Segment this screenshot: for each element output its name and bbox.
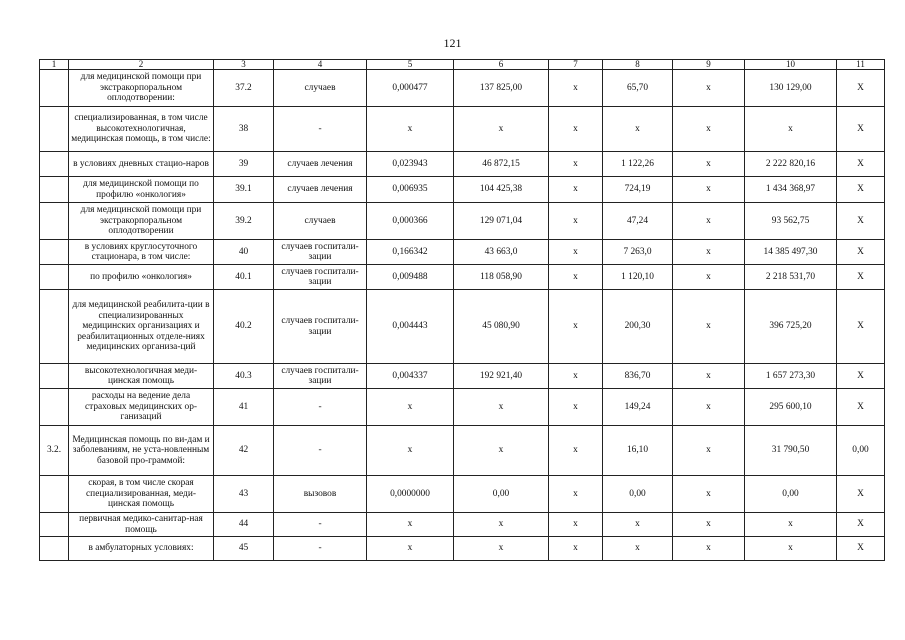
table-row (40, 513, 885, 537)
cell-c4: случаев лечения (274, 152, 367, 177)
cell-c5: х (367, 389, 454, 426)
cell-c8: 836,70 (603, 364, 673, 389)
cell-c8: 200,30 (603, 290, 673, 364)
cell-c1 (40, 476, 69, 513)
cell-c7: х (549, 240, 603, 265)
cell-c3: 43 (214, 476, 274, 513)
cell-c1 (40, 203, 69, 240)
cell-c3: 39 (214, 152, 274, 177)
cell-c4: - (274, 389, 367, 426)
cell-c6: 46 872,15 (454, 152, 549, 177)
column-number-9: 9 (673, 60, 745, 70)
column-number-8: 8 (603, 60, 673, 70)
table-row (40, 364, 885, 389)
cell-c2: специализированная, в том числе высокотехнологичная, медицинская помощь, в том числе: (69, 107, 214, 152)
cell-c7: х (549, 203, 603, 240)
cell-c4: случаев госпитали-зации (274, 265, 367, 290)
cell-c2: для медицинской помощи при экстракорпоральном оплодотворении (69, 203, 214, 240)
cell-c2: в условиях дневных стацио-наров (69, 152, 214, 177)
column-number-11: 11 (837, 60, 885, 70)
cell-c11: Х (837, 513, 885, 537)
cell-c1 (40, 513, 69, 537)
cell-c9: х (673, 240, 745, 265)
column-number-3: 3 (214, 60, 274, 70)
cell-c6: 118 058,90 (454, 265, 549, 290)
cell-c11: Х (837, 537, 885, 561)
cell-c4: - (274, 426, 367, 476)
cell-c10: 2 218 531,70 (745, 265, 837, 290)
cell-c1 (40, 265, 69, 290)
cell-c10: х (745, 107, 837, 152)
table-row (40, 537, 885, 561)
cell-c8: 149,24 (603, 389, 673, 426)
cell-c3: 44 (214, 513, 274, 537)
table-row (40, 152, 885, 177)
page-number: 121 (443, 36, 462, 50)
cell-c1 (40, 152, 69, 177)
column-number-7: 7 (549, 60, 603, 70)
cell-c6: 104 425,38 (454, 177, 549, 203)
cell-c6: х (454, 389, 549, 426)
cell-c5: 0,009488 (367, 265, 454, 290)
table-row (40, 70, 885, 107)
cell-c7: х (549, 426, 603, 476)
cell-c1 (40, 177, 69, 203)
column-number-1: 1 (40, 60, 69, 70)
cell-c1 (40, 364, 69, 389)
table-row (40, 265, 885, 290)
cell-c7: х (549, 265, 603, 290)
cell-c3: 38 (214, 107, 274, 152)
cell-c2: в условиях круглосуточного стационара, в том числе: (69, 240, 214, 265)
cell-c4: случаев (274, 70, 367, 107)
cell-c8: 724,19 (603, 177, 673, 203)
cell-c5: 0,000477 (367, 70, 454, 107)
cell-c7: х (549, 476, 603, 513)
cell-c4: - (274, 107, 367, 152)
cell-c9: х (673, 476, 745, 513)
cell-c5: 0,023943 (367, 152, 454, 177)
cell-c1 (40, 70, 69, 107)
cell-c4: случаев госпитали-зации (274, 290, 367, 364)
cell-c8: 1 120,10 (603, 265, 673, 290)
cell-c6: х (454, 426, 549, 476)
cell-c6: х (454, 537, 549, 561)
cell-c5: х (367, 537, 454, 561)
cell-c10: 396 725,20 (745, 290, 837, 364)
cell-c6: 192 921,40 (454, 364, 549, 389)
cell-c2: для медицинской помощи при экстракорпоральном оплодотворении: (69, 70, 214, 107)
cell-c9: х (673, 290, 745, 364)
cell-c3: 40.2 (214, 290, 274, 364)
tariff-table (39, 59, 885, 561)
cell-c4: случаев (274, 203, 367, 240)
cell-c2: расходы на ведение дела страховых медицинских ор-ганизаций (69, 389, 214, 426)
cell-c5: 0,004443 (367, 290, 454, 364)
table-row (40, 476, 885, 513)
cell-c11: Х (837, 107, 885, 152)
cell-c5: 0,006935 (367, 177, 454, 203)
column-number-6: 6 (454, 60, 549, 70)
cell-c4: случаев госпитали-зации (274, 240, 367, 265)
cell-c3: 42 (214, 426, 274, 476)
cell-c4: - (274, 513, 367, 537)
cell-c7: х (549, 389, 603, 426)
cell-c1 (40, 537, 69, 561)
cell-c7: х (549, 177, 603, 203)
cell-c8: х (603, 537, 673, 561)
cell-c11: Х (837, 476, 885, 513)
cell-c10: х (745, 537, 837, 561)
cell-c4: случаев госпитали-зации (274, 364, 367, 389)
cell-c3: 37.2 (214, 70, 274, 107)
table-row (40, 240, 885, 265)
cell-c6: х (454, 107, 549, 152)
cell-c5: х (367, 426, 454, 476)
cell-c6: х (454, 513, 549, 537)
cell-c7: х (549, 364, 603, 389)
cell-c1 (40, 107, 69, 152)
cell-c11: Х (837, 364, 885, 389)
cell-c6: 137 825,00 (454, 70, 549, 107)
table-row (40, 389, 885, 426)
cell-c3: 41 (214, 389, 274, 426)
cell-c9: х (673, 537, 745, 561)
cell-c3: 45 (214, 537, 274, 561)
cell-c11: Х (837, 70, 885, 107)
cell-c3: 40 (214, 240, 274, 265)
cell-c8: 16,10 (603, 426, 673, 476)
cell-c8: 1 122,26 (603, 152, 673, 177)
cell-c10: 31 790,50 (745, 426, 837, 476)
cell-c5: 0,000366 (367, 203, 454, 240)
cell-c10: 1 434 368,97 (745, 177, 837, 203)
cell-c10: 93 562,75 (745, 203, 837, 240)
cell-c7: х (549, 152, 603, 177)
cell-c2: для медицинской помощи по профилю «онкология» (69, 177, 214, 203)
cell-c1 (40, 240, 69, 265)
cell-c3: 39.2 (214, 203, 274, 240)
cell-c3: 40.3 (214, 364, 274, 389)
cell-c5: х (367, 107, 454, 152)
cell-c10: 2 222 820,16 (745, 152, 837, 177)
cell-c9: х (673, 389, 745, 426)
cell-c11: Х (837, 203, 885, 240)
cell-c7: х (549, 107, 603, 152)
cell-c7: х (549, 70, 603, 107)
cell-c10: 1 657 273,30 (745, 364, 837, 389)
column-number-row (40, 60, 885, 70)
cell-c7: х (549, 513, 603, 537)
cell-c6: 45 080,90 (454, 290, 549, 364)
cell-c2: высокотехнологичная меди-цинская помощь (69, 364, 214, 389)
cell-c4: - (274, 537, 367, 561)
cell-c1 (40, 290, 69, 364)
cell-c9: х (673, 70, 745, 107)
cell-c4: случаев лечения (274, 177, 367, 203)
table-row (40, 177, 885, 203)
cell-c6: 0,00 (454, 476, 549, 513)
cell-c11: Х (837, 240, 885, 265)
cell-c9: х (673, 177, 745, 203)
cell-c2: Медицинская помощь по ви-дам и заболеваниям, не уста-новленным базовой про-граммой: (69, 426, 214, 476)
cell-c9: х (673, 426, 745, 476)
table-body (40, 60, 885, 561)
cell-c5: 0,004337 (367, 364, 454, 389)
cell-c11: Х (837, 290, 885, 364)
cell-c11: Х (837, 389, 885, 426)
cell-c11: Х (837, 265, 885, 290)
cell-c11: Х (837, 177, 885, 203)
cell-c7: х (549, 537, 603, 561)
cell-c9: х (673, 513, 745, 537)
cell-c8: 0,00 (603, 476, 673, 513)
cell-c8: 65,70 (603, 70, 673, 107)
cell-c5: 0,166342 (367, 240, 454, 265)
column-number-10: 10 (745, 60, 837, 70)
cell-c9: х (673, 107, 745, 152)
cell-c11: 0,00 (837, 426, 885, 476)
cell-c1: 3.2. (40, 426, 69, 476)
cell-c2: скорая, в том числе скорая специализированная, меди-цинская помощь (69, 476, 214, 513)
cell-c7: х (549, 290, 603, 364)
cell-c2: первичная медико-санитар-ная помощь (69, 513, 214, 537)
cell-c2: по профилю «онкология» (69, 265, 214, 290)
cell-c9: х (673, 203, 745, 240)
cell-c3: 40.1 (214, 265, 274, 290)
table-row (40, 426, 885, 476)
cell-c8: х (603, 107, 673, 152)
column-number-5: 5 (367, 60, 454, 70)
cell-c8: 7 263,0 (603, 240, 673, 265)
table-row (40, 107, 885, 152)
cell-c3: 39.1 (214, 177, 274, 203)
cell-c10: 14 385 497,30 (745, 240, 837, 265)
cell-c2: в амбулаторных условиях: (69, 537, 214, 561)
cell-c10: 130 129,00 (745, 70, 837, 107)
cell-c5: х (367, 513, 454, 537)
cell-c9: х (673, 265, 745, 290)
table-row (40, 290, 885, 364)
cell-c4: вызовов (274, 476, 367, 513)
cell-c9: х (673, 152, 745, 177)
cell-c2: для медицинской реабилита-ции в специализированных медицинских организациях и реабилитационных отделе-ниях медицинских организа-ций (69, 290, 214, 364)
cell-c8: х (603, 513, 673, 537)
cell-c10: 295 600,10 (745, 389, 837, 426)
cell-c9: х (673, 364, 745, 389)
cell-c10: х (745, 513, 837, 537)
cell-c8: 47,24 (603, 203, 673, 240)
column-number-4: 4 (274, 60, 367, 70)
cell-c6: 43 663,0 (454, 240, 549, 265)
cell-c1 (40, 389, 69, 426)
table-row (40, 203, 885, 240)
cell-c5: 0,0000000 (367, 476, 454, 513)
cell-c11: Х (837, 152, 885, 177)
cell-c6: 129 071,04 (454, 203, 549, 240)
column-number-2: 2 (69, 60, 214, 70)
cell-c10: 0,00 (745, 476, 837, 513)
